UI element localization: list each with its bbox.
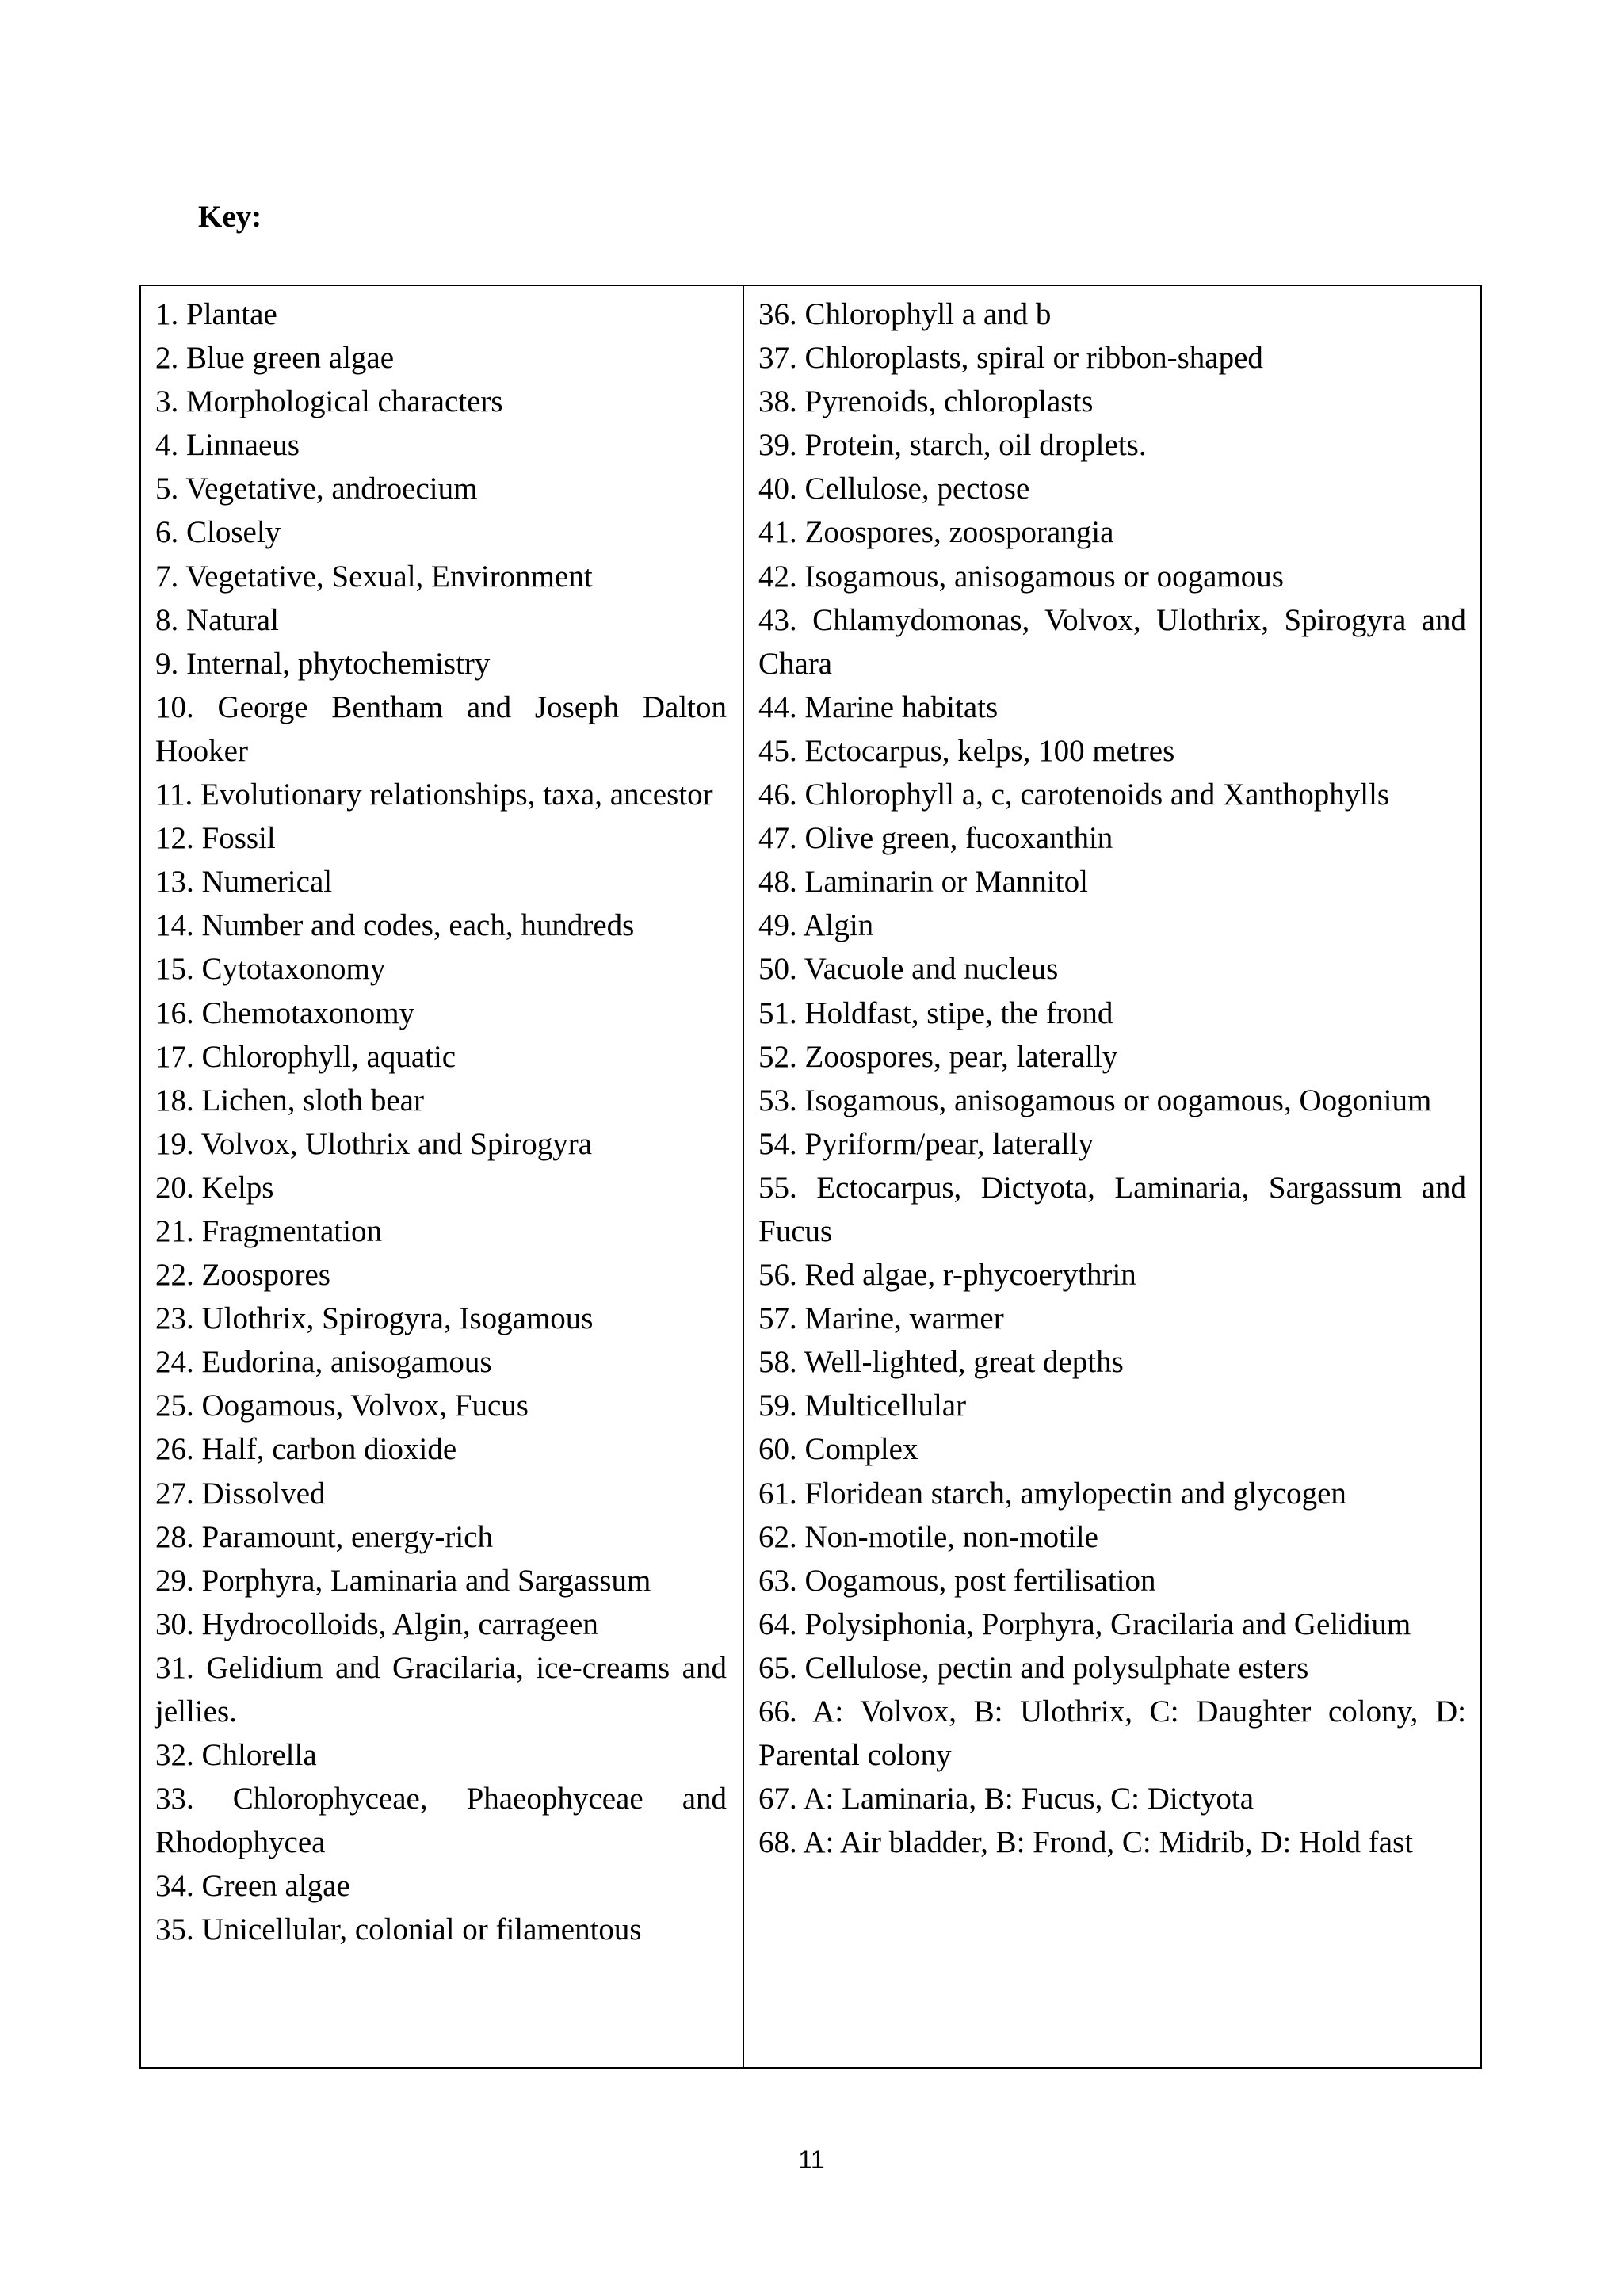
answer-item: 34. Green algae xyxy=(155,1869,350,1904)
answer-item: 57. Marine, warmer xyxy=(758,1301,1004,1336)
answer-item: 54. Pyriform/pear, laterally xyxy=(758,1126,1094,1161)
answer-item: 59. Multicellular xyxy=(758,1389,967,1423)
key-heading: Key: xyxy=(198,200,262,234)
answer-item: 31. Gelidium and Gracilaria, ice-creams and jellies. xyxy=(155,1650,727,1729)
answer-item: 47. Olive green, fucoxanthin xyxy=(758,821,1113,856)
answer-item: 62. Non-motile, non-motile xyxy=(758,1519,1098,1554)
answer-item: 38. Pyrenoids, chloroplasts xyxy=(758,384,1094,419)
answer-item: 30. Hydrocolloids, Algin, carrageen xyxy=(155,1606,598,1641)
answer-item: 60. Complex xyxy=(758,1432,918,1467)
answer-item: 22. Zoospores xyxy=(155,1258,330,1293)
answer-item: 7. Vegetative, Sexual, Environment xyxy=(155,559,593,594)
answer-key-table xyxy=(139,285,1482,2069)
left-answer-list xyxy=(155,286,727,1952)
answer-item: 42. Isogamous, anisogamous or oogamous xyxy=(758,559,1284,594)
answer-item: 8. Natural xyxy=(155,602,279,637)
answer-item: 41. Zoospores, zoosporangia xyxy=(758,515,1114,550)
answer-item: 49. Algin xyxy=(758,908,874,943)
answer-item: 9. Internal, phytochemistry xyxy=(155,646,491,681)
answer-item: 29. Porphyra, Laminaria and Sargassum xyxy=(155,1563,651,1598)
answer-item: 17. Chlorophyll, aquatic xyxy=(155,1039,456,1074)
answer-item: 14. Number and codes, each, hundreds xyxy=(155,908,635,943)
answer-item: 1. Plantae xyxy=(155,297,277,331)
right-answer-list xyxy=(758,286,1466,1864)
answer-item: 19. Volvox, Ulothrix and Spirogyra xyxy=(155,1126,593,1161)
answer-item: 67. A: Laminaria, B: Fucus, C: Dictyota xyxy=(758,1782,1254,1817)
answer-item: 32. Chlorella xyxy=(155,1738,317,1773)
answer-item: 3. Morphological characters xyxy=(155,384,503,419)
answer-item: 12. Fossil xyxy=(155,821,276,856)
answer-item: 33. Chlorophyceae, Phaeophyceae and Rhodophycea xyxy=(155,1782,727,1860)
answer-item: 68. A: Air bladder, B: Frond, C: Midrib, D: Hold fast xyxy=(758,1825,1414,1860)
answer-item: 24. Eudorina, anisogamous xyxy=(155,1345,492,1380)
answer-item: 25. Oogamous, Volvox, Fucus xyxy=(155,1389,529,1423)
answer-item: 43. Chlamydomonas, Volvox, Ulothrix, Spirogyra and Chara xyxy=(758,602,1466,681)
answer-item: 50. Vacuole and nucleus xyxy=(758,952,1059,987)
answer-item: 10. George Bentham and Joseph Dalton Hooker xyxy=(155,690,727,768)
answer-item: 28. Paramount, energy-rich xyxy=(155,1519,493,1554)
page-number: 11 xyxy=(798,2145,825,2174)
answer-item: 52. Zoospores, pear, laterally xyxy=(758,1039,1118,1074)
answer-item: 64. Polysiphonia, Porphyra, Gracilaria and Gelidium xyxy=(758,1606,1411,1641)
left-column xyxy=(141,286,744,2067)
answer-item: 36. Chlorophyll a and b xyxy=(758,297,1052,331)
answer-item: 20. Kelps xyxy=(155,1170,274,1205)
answer-item: 26. Half, carbon dioxide xyxy=(155,1432,457,1467)
answer-item: 58. Well-lighted, great depths xyxy=(758,1345,1124,1380)
answer-item: 4. Linnaeus xyxy=(155,428,300,463)
answer-item: 13. Numerical xyxy=(155,865,333,900)
answer-item: 23. Ulothrix, Spirogyra, Isogamous xyxy=(155,1301,594,1336)
answer-item: 63. Oogamous, post fertilisation xyxy=(758,1563,1156,1598)
answer-item: 53. Isogamous, anisogamous or oogamous, Oogonium xyxy=(758,1083,1432,1117)
answer-item: 56. Red algae, r-phycoerythrin xyxy=(758,1258,1136,1293)
answer-item: 6. Closely xyxy=(155,515,281,550)
answer-item: 40. Cellulose, pectose xyxy=(758,472,1030,506)
answer-item: 16. Chemotaxonomy xyxy=(155,995,415,1030)
answer-item: 15. Cytotaxonomy xyxy=(155,952,386,987)
answer-item: 48. Laminarin or Mannitol xyxy=(758,865,1088,900)
answer-item: 37. Chloroplasts, spiral or ribbon-shaped xyxy=(758,341,1263,376)
answer-item: 66. A: Volvox, B: Ulothrix, C: Daughter colony, D: Parental colony xyxy=(758,1694,1466,1773)
answer-item: 27. Dissolved xyxy=(155,1476,326,1511)
answer-item: 11. Evolutionary relationships, taxa, ancestor xyxy=(155,777,713,812)
answer-item: 45. Ectocarpus, kelps, 100 metres xyxy=(758,733,1175,768)
answer-item: 44. Marine habitats xyxy=(758,690,999,724)
answer-item: 18. Lichen, sloth bear xyxy=(155,1083,424,1117)
answer-item: 5. Vegetative, androecium xyxy=(155,472,478,506)
answer-item: 21. Fragmentation xyxy=(155,1213,382,1248)
answer-item: 51. Holdfast, stipe, the frond xyxy=(758,995,1113,1030)
right-column xyxy=(744,286,1480,2067)
answer-item: 35. Unicellular, colonial or filamentous xyxy=(155,1912,642,1947)
answer-item: 65. Cellulose, pectin and polysulphate esters xyxy=(758,1650,1309,1685)
answer-item: 2. Blue green algae xyxy=(155,341,395,376)
answer-item: 39. Protein, starch, oil droplets. xyxy=(758,428,1147,463)
answer-item: 46. Chlorophyll a, c, carotenoids and Xanthophylls xyxy=(758,777,1390,812)
answer-item: 55. Ectocarpus, Dictyota, Laminaria, Sargassum and Fucus xyxy=(758,1170,1466,1248)
answer-item: 61. Floridean starch, amylopectin and glycogen xyxy=(758,1476,1346,1511)
